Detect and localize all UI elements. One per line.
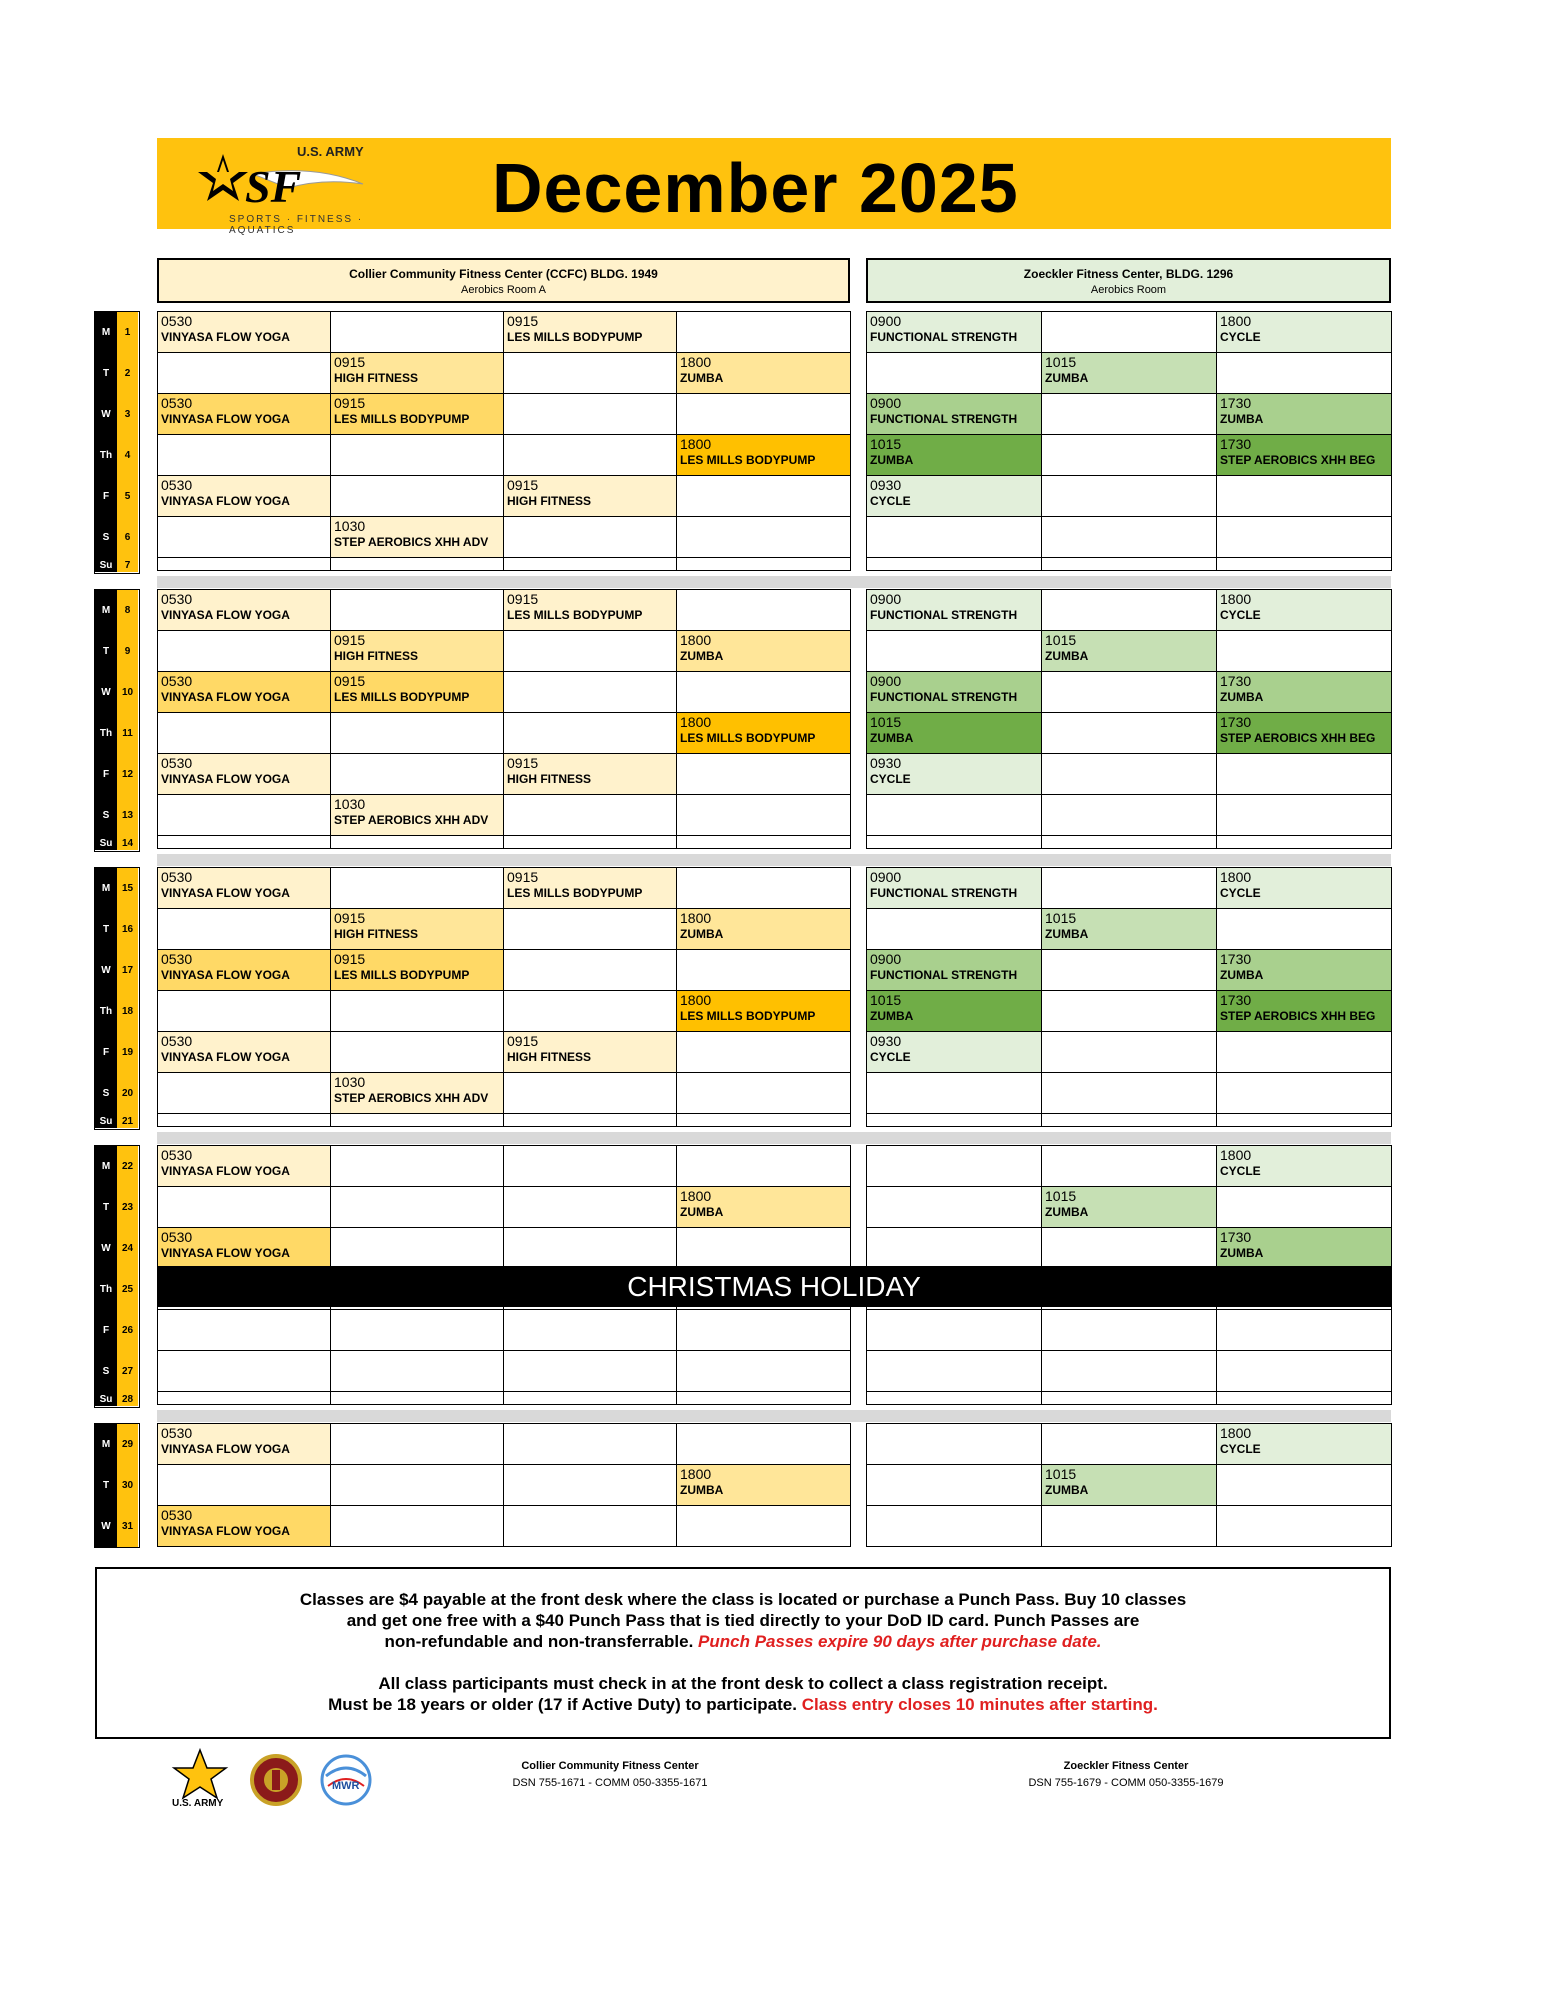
- week-4-days: [94, 1145, 140, 1408]
- day-label: Su 14: [95, 836, 138, 850]
- class-cell: 0915 HIGH FITNESS: [504, 1032, 677, 1073]
- class-cell: 1800 ZUMBA: [677, 353, 851, 394]
- ccfc-contact-name: Collier Community Fitness Center: [521, 1760, 699, 1772]
- day-label: M 29: [95, 1424, 138, 1465]
- class-cell: 0530 VINYASA FLOW YOGA: [158, 394, 331, 435]
- zoeckler-header: [866, 258, 1391, 303]
- class-cell: 0530 VINYASA FLOW YOGA: [158, 1146, 331, 1187]
- day-label: Su 28: [95, 1392, 138, 1406]
- ccfc-name: Collier Community Fitness Center (CCFC) BLDG. 1949: [349, 267, 658, 281]
- class-entry-note: Class entry closes 10 minutes after starting.: [801, 1695, 1158, 1714]
- class-cell: 0530 VINYASA FLOW YOGA: [158, 868, 331, 909]
- zoeckler-contact-name: Zoeckler Fitness Center: [1063, 1760, 1189, 1772]
- notice-line: All class participants must check in at the front desk to collect a class registration receipt.: [378, 1674, 1108, 1693]
- sports-fitness-aquatics-logo: [193, 144, 433, 236]
- class-cell: 1800 ZUMBA: [677, 631, 851, 672]
- day-label: S 20: [95, 1073, 138, 1114]
- day-label: T 16: [95, 909, 138, 950]
- day-label: F 5: [95, 476, 138, 517]
- week-separator: [157, 1410, 1391, 1422]
- class-cell: 0530 VINYASA FLOW YOGA: [158, 312, 331, 353]
- week-1-days: [94, 311, 140, 574]
- zoeckler-contact: [976, 1758, 1276, 1792]
- page-title: December 2025: [492, 149, 1019, 227]
- ccfc-contact-phone: DSN 755-1671 - COMM 050-3355-1671: [512, 1777, 708, 1789]
- class-cell: 1800 CYCLE: [1217, 312, 1392, 353]
- week-3-days: [94, 867, 140, 1130]
- class-cell: 1015 ZUMBA: [1042, 353, 1217, 394]
- notice-line: and get one free with a $40 Punch Pass that is tied directly to your DoD ID card. Punch Passes are: [346, 1611, 1140, 1630]
- ccfc-contact: [460, 1758, 760, 1792]
- mwr-logo-icon: [318, 1752, 374, 1808]
- week-1-zoeckler-grid: [866, 311, 1392, 571]
- week-5-days: [94, 1423, 140, 1548]
- class-cell: 0900 FUNCTIONAL STRENGTH: [867, 394, 1042, 435]
- class-cell: 0930 CYCLE: [867, 754, 1042, 795]
- class-cell: 1730 STEP AEROBICS XHH BEG: [1217, 991, 1392, 1032]
- day-label: F 12: [95, 754, 138, 795]
- day-label: S 13: [95, 795, 138, 836]
- week-2-zoeckler-grid: [866, 589, 1392, 849]
- class-cell: 0930 CYCLE: [867, 1032, 1042, 1073]
- week-2-ccfc-grid: [157, 589, 851, 849]
- class-cell: 1800 CYCLE: [1217, 590, 1392, 631]
- class-cell: 1015 ZUMBA: [867, 435, 1042, 476]
- class-cell: 0900 FUNCTIONAL STRENGTH: [867, 312, 1042, 353]
- day-label: M 8: [95, 590, 138, 631]
- header-banner: [157, 138, 1391, 236]
- pricing-notice: [95, 1567, 1391, 1739]
- day-label: T 2: [95, 353, 138, 394]
- class-cell: 1030 STEP AEROBICS XHH ADV: [331, 1073, 504, 1114]
- class-cell: 1730 STEP AEROBICS XHH BEG: [1217, 435, 1392, 476]
- class-cell: 0530 VINYASA FLOW YOGA: [158, 950, 331, 991]
- class-cell: 0915 LES MILLS BODYPUMP: [504, 590, 677, 631]
- day-label: M 1: [95, 312, 138, 353]
- ccfc-room: Aerobics Room A: [461, 284, 546, 296]
- class-cell: 1015 ZUMBA: [1042, 1187, 1217, 1228]
- week-separator: [157, 576, 1391, 588]
- class-cell: 0900 FUNCTIONAL STRENGTH: [867, 950, 1042, 991]
- notice-line: Classes are $4 payable at the front desk where the class is located or purchase a Punch Pass. Buy 10 classes: [299, 1590, 1187, 1609]
- week-1-ccfc-grid: [157, 311, 851, 571]
- day-label: W 10: [95, 672, 138, 713]
- class-cell: 0915 HIGH FITNESS: [331, 353, 504, 394]
- class-cell: 0900 FUNCTIONAL STRENGTH: [867, 672, 1042, 713]
- class-cell: 1730 ZUMBA: [1217, 394, 1392, 435]
- ccfc-header: [157, 258, 850, 303]
- class-cell: 0900 FUNCTIONAL STRENGTH: [867, 868, 1042, 909]
- class-cell: 0915 LES MILLS BODYPUMP: [331, 950, 504, 991]
- zoeckler-contact-phone: DSN 755-1679 - COMM 050-3355-1679: [1028, 1777, 1224, 1789]
- class-cell: 0915 HIGH FITNESS: [331, 631, 504, 672]
- class-cell: 1800 CYCLE: [1217, 1424, 1392, 1465]
- logo-army-text: U.S. ARMY: [297, 144, 364, 159]
- class-cell: 1800 ZUMBA: [677, 1187, 851, 1228]
- class-cell: 0530 VINYASA FLOW YOGA: [158, 1032, 331, 1073]
- day-label: W 3: [95, 394, 138, 435]
- day-label: T 30: [95, 1465, 138, 1506]
- class-cell: 0915 LES MILLS BODYPUMP: [331, 394, 504, 435]
- class-cell: 0915 LES MILLS BODYPUMP: [504, 868, 677, 909]
- svg-text:SF: SF: [245, 161, 302, 212]
- class-cell: 1800 LES MILLS BODYPUMP: [677, 713, 851, 754]
- day-label: F 19: [95, 1032, 138, 1073]
- week-3-ccfc-grid: [157, 867, 851, 1127]
- class-cell: 1015 ZUMBA: [1042, 909, 1217, 950]
- day-label: S 6: [95, 517, 138, 558]
- notice-line: Must be 18 years or older (17 if Active Duty) to participate. Class entry closes 10 minutes after starting.: [328, 1695, 1158, 1714]
- day-label: W 24: [95, 1228, 138, 1269]
- day-label: M 22: [95, 1146, 138, 1187]
- us-army-label: U.S. ARMY: [172, 1798, 224, 1809]
- class-cell: 1730 ZUMBA: [1217, 1228, 1392, 1269]
- zoeckler-room: Aerobics Room: [1090, 284, 1167, 296]
- week-3-zoeckler-grid: [866, 867, 1392, 1127]
- class-cell: 1030 STEP AEROBICS XHH ADV: [331, 517, 504, 558]
- garrison-crest-icon: [248, 1752, 304, 1808]
- day-label: Su 21: [95, 1114, 138, 1128]
- punch-pass-expiry-note: Punch Passes expire 90 days after purchase date.: [698, 1632, 1102, 1651]
- class-cell: 0530 VINYASA FLOW YOGA: [158, 754, 331, 795]
- day-label: Th 4: [95, 435, 138, 476]
- class-cell: 0530 VINYASA FLOW YOGA: [158, 1424, 331, 1465]
- notice-line: non-refundable and non-transferrable. Punch Passes expire 90 days after purchase date.: [384, 1632, 1102, 1651]
- class-cell: 1730 STEP AEROBICS XHH BEG: [1217, 713, 1392, 754]
- day-label: W 17: [95, 950, 138, 991]
- day-label: Su 7: [95, 558, 138, 572]
- class-cell: 1800 CYCLE: [1217, 868, 1392, 909]
- week-5-ccfc-grid: [157, 1423, 851, 1547]
- class-cell: 1800 ZUMBA: [677, 1465, 851, 1506]
- week-5-zoeckler-grid: [866, 1423, 1392, 1547]
- day-label: F 26: [95, 1310, 138, 1351]
- class-cell: 0915 LES MILLS BODYPUMP: [331, 672, 504, 713]
- class-cell: 0915 HIGH FITNESS: [331, 909, 504, 950]
- class-cell: 1800 LES MILLS BODYPUMP: [677, 435, 851, 476]
- day-label: S 27: [95, 1351, 138, 1392]
- class-cell: 0530 VINYASA FLOW YOGA: [158, 476, 331, 517]
- logo-tagline: SPORTS · FITNESS · AQUATICS: [229, 214, 364, 236]
- class-cell: 1030 STEP AEROBICS XHH ADV: [331, 795, 504, 836]
- class-cell: 1015 ZUMBA: [867, 991, 1042, 1032]
- class-cell: 1730 ZUMBA: [1217, 672, 1392, 713]
- week-separator: [157, 1132, 1391, 1144]
- day-label: W 31: [95, 1506, 138, 1547]
- class-cell: 1730 ZUMBA: [1217, 950, 1392, 991]
- christmas-holiday-banner: CHRISTMAS HOLIDAY: [157, 1266, 1391, 1307]
- class-cell: 0530 VINYASA FLOW YOGA: [158, 672, 331, 713]
- class-cell: 0915 HIGH FITNESS: [504, 476, 677, 517]
- class-cell: 0915 LES MILLS BODYPUMP: [504, 312, 677, 353]
- day-label: Th 11: [95, 713, 138, 754]
- class-cell: 1015 ZUMBA: [1042, 1465, 1217, 1506]
- class-cell: 1015 ZUMBA: [867, 713, 1042, 754]
- day-label: T 9: [95, 631, 138, 672]
- class-cell: 1800 ZUMBA: [677, 909, 851, 950]
- week-separator: [157, 854, 1391, 866]
- class-cell: 0900 FUNCTIONAL STRENGTH: [867, 590, 1042, 631]
- day-label: M 15: [95, 868, 138, 909]
- day-label: T 23: [95, 1187, 138, 1228]
- week-2-days: [94, 589, 140, 852]
- class-cell: 1800 CYCLE: [1217, 1146, 1392, 1187]
- class-cell: 1800 LES MILLS BODYPUMP: [677, 991, 851, 1032]
- zoeckler-name: Zoeckler Fitness Center, BLDG. 1296: [1023, 267, 1234, 281]
- mwr-label: MWR: [332, 1780, 360, 1792]
- day-label: Th 25: [95, 1269, 138, 1310]
- class-cell: 0930 CYCLE: [867, 476, 1042, 517]
- day-label: Th 18: [95, 991, 138, 1032]
- class-cell: 0915 HIGH FITNESS: [504, 754, 677, 795]
- class-cell: 0530 VINYASA FLOW YOGA: [158, 1228, 331, 1269]
- class-cell: 0530 VINYASA FLOW YOGA: [158, 1506, 331, 1547]
- class-cell: 1015 ZUMBA: [1042, 631, 1217, 672]
- class-cell: 0530 VINYASA FLOW YOGA: [158, 590, 331, 631]
